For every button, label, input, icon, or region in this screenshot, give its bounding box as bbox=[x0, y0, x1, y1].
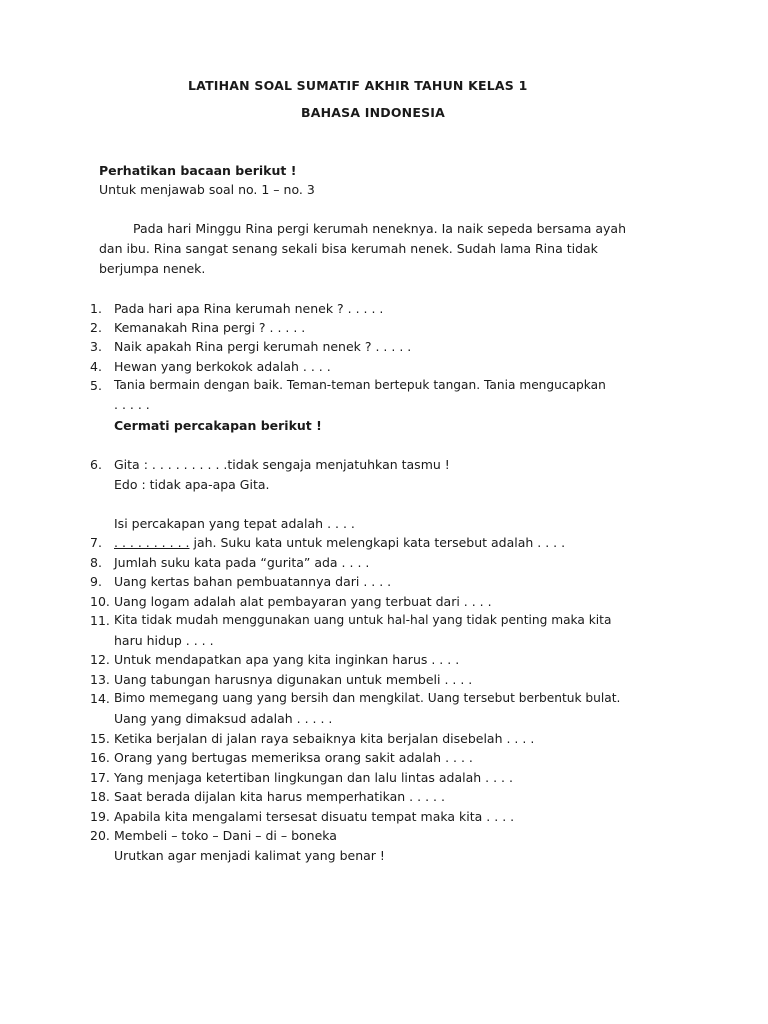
question-text: Jumlah suku kata pada “gurita” ada . . . . bbox=[114, 555, 370, 570]
question-number: 12. bbox=[90, 652, 110, 667]
question-number: 18. bbox=[90, 789, 110, 804]
conversation-line-gita: Gita : . . . . . . . . . .tidak sengaja menjatuhkan tasmu ! bbox=[114, 457, 450, 472]
answer-blank: . . . . . . . . . . bbox=[114, 535, 190, 550]
question-number: 14. bbox=[90, 691, 110, 706]
reading-line: berjumpa nenek. bbox=[99, 261, 206, 276]
question-number: 2. bbox=[90, 320, 102, 335]
question-number: 20. bbox=[90, 828, 110, 843]
question-text: Pada hari apa Rina kerumah nenek ? . . . . . bbox=[114, 301, 384, 316]
question-text: Yang menjaga ketertiban lingkungan dan lalu lintas adalah . . . . bbox=[114, 770, 513, 785]
conversation-instruction: Cermati percakapan berikut ! bbox=[114, 418, 322, 433]
question-continuation: Uang yang dimaksud adalah . . . . . bbox=[114, 711, 333, 726]
question-number: 1. bbox=[90, 301, 102, 316]
reading-scope: Untuk menjawab soal no. 1 – no. 3 bbox=[99, 182, 315, 197]
question-text: Saat berada dijalan kita harus memperhatikan . . . . . bbox=[114, 789, 445, 804]
conversation-question: Isi percakapan yang tepat adalah . . . . bbox=[114, 516, 355, 531]
question-text: Uang kertas bahan pembuatannya dari . . . . bbox=[114, 574, 392, 589]
question-text: Untuk mendapatkan apa yang kita inginkan harus . . . . bbox=[114, 652, 460, 667]
question-number: 17. bbox=[90, 770, 110, 785]
question-continuation: Urutkan agar menjadi kalimat yang benar ! bbox=[114, 848, 385, 863]
question-text-rest: jah. Suku kata untuk melengkapi kata tersebut adalah . . . . bbox=[189, 535, 566, 550]
question-text: Membeli – toko – Dani – di – boneka bbox=[114, 828, 337, 843]
question-text: Orang yang bertugas memeriksa orang sakit adalah . . . . bbox=[114, 750, 473, 765]
question-text: Hewan yang berkokok adalah . . . . bbox=[114, 359, 331, 374]
reading-instruction: Perhatikan bacaan berikut ! bbox=[99, 163, 297, 178]
question-continuation: haru hidup . . . . bbox=[114, 633, 214, 648]
question-text: Bimo memegang uang yang bersih dan mengkilat. Uang tersebut berbentuk bulat. bbox=[114, 691, 621, 705]
question-number: 4. bbox=[90, 359, 102, 374]
question-text: Tania bermain dengan baik. Teman-teman bertepuk tangan. Tania mengucapkan bbox=[114, 378, 606, 392]
document-subtitle: BAHASA INDONESIA bbox=[301, 105, 446, 120]
reading-line: Pada hari Minggu Rina pergi kerumah neneknya. Ia naik sepeda bersama ayah bbox=[133, 221, 626, 236]
question-number: 3. bbox=[90, 339, 102, 354]
question-number: 13. bbox=[90, 672, 110, 687]
question-number: 10. bbox=[90, 594, 110, 609]
question-text: Uang tabungan harusnya digunakan untuk membeli . . . . bbox=[114, 672, 473, 687]
question-number: 8. bbox=[90, 555, 102, 570]
reading-line: dan ibu. Rina sangat senang sekali bisa kerumah nenek. Sudah lama Rina tidak bbox=[99, 241, 598, 256]
conversation-line-edo: Edo : tidak apa-apa Gita. bbox=[114, 477, 270, 492]
question-text: Kemanakah Rina pergi ? . . . . . bbox=[114, 320, 306, 335]
question-number: 11. bbox=[90, 613, 110, 628]
question-number: 6. bbox=[90, 457, 102, 472]
question-text: Ketika berjalan di jalan raya sebaiknya kita berjalan disebelah . . . . bbox=[114, 731, 535, 746]
question-text: Naik apakah Rina pergi kerumah nenek ? . . . . . bbox=[114, 339, 412, 354]
question-continuation: . . . . . bbox=[114, 397, 150, 412]
question-number: 9. bbox=[90, 574, 102, 589]
question-text: Uang logam adalah alat pembayaran yang terbuat dari . . . . bbox=[114, 594, 492, 609]
question-text: Apabila kita mengalami tersesat disuatu tempat maka kita . . . . bbox=[114, 809, 515, 824]
question-number: 7. bbox=[90, 535, 102, 550]
question-text bbox=[114, 535, 565, 550]
question-text: Kita tidak mudah menggunakan uang untuk hal-hal yang tidak penting maka kita bbox=[114, 613, 612, 627]
question-number: 15. bbox=[90, 731, 110, 746]
question-number: 5. bbox=[90, 378, 102, 393]
document-title: LATIHAN SOAL SUMATIF AKHIR TAHUN KELAS 1 bbox=[188, 78, 528, 93]
question-number: 16. bbox=[90, 750, 110, 765]
question-number: 19. bbox=[90, 809, 110, 824]
